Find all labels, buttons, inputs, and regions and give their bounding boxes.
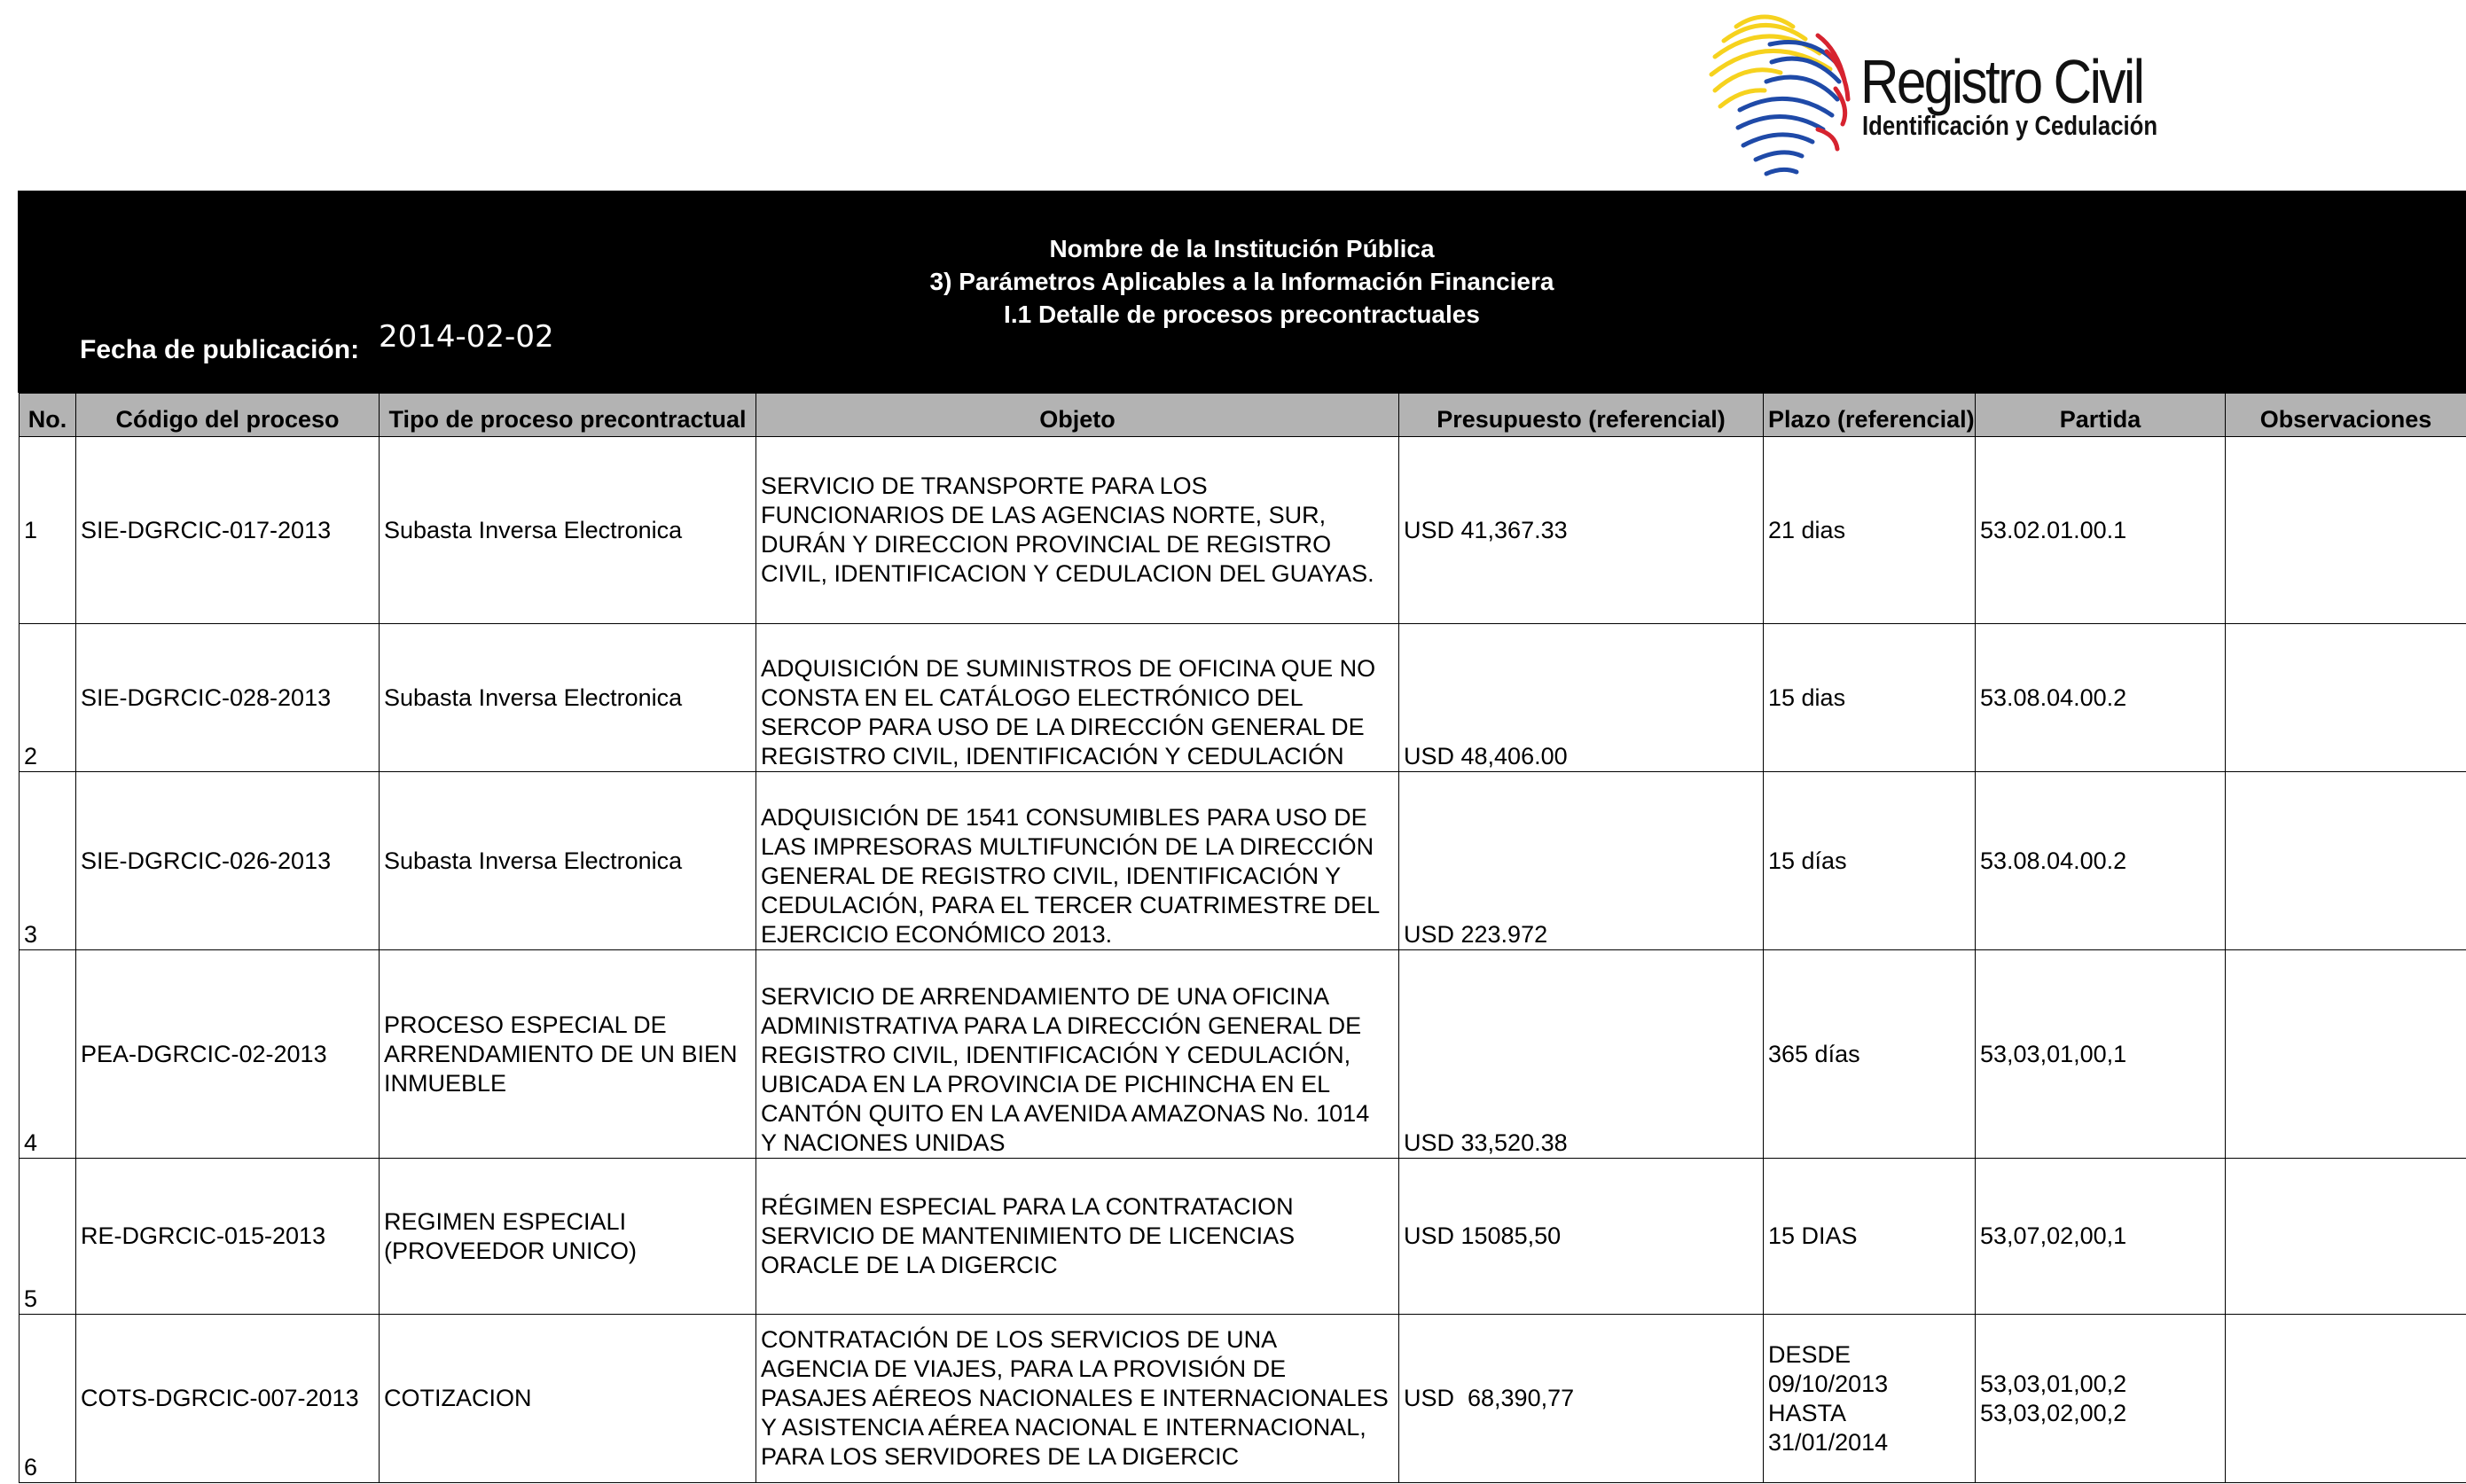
cell-partida-line: 53,03,01,00,2 bbox=[1980, 1370, 2127, 1397]
table-row bbox=[20, 437, 2466, 624]
cell-objeto-line: EJERCICIO ECONÓMICO 2013. bbox=[761, 921, 1113, 948]
col-header-plazo: Plazo (referencial) bbox=[1764, 394, 1976, 437]
cell-plazo-line: 31/01/2014 bbox=[1768, 1428, 1889, 1456]
cell-presupuesto: USD 48,406.00 bbox=[1399, 624, 1764, 772]
cell-objeto bbox=[756, 437, 1399, 624]
cell-partida bbox=[1976, 1315, 2226, 1483]
col-header-observaciones: Observaciones bbox=[2226, 394, 2466, 437]
cell-observaciones bbox=[2226, 950, 2466, 1159]
fingerprint-map-icon bbox=[1685, 0, 1862, 186]
cell-objeto-line: AGENCIA DE VIAJES, PARA LA PROVISIÓN DE bbox=[761, 1355, 1287, 1382]
cell-tipo-line: REGIMEN ESPECIALI bbox=[384, 1207, 627, 1235]
cell-presupuesto: USD 33,520.38 bbox=[1399, 950, 1764, 1159]
cell-codigo: SIE-DGRCIC-017-2013 bbox=[76, 437, 380, 624]
cell-presupuesto: USD 223.972 bbox=[1399, 772, 1764, 950]
cell-plazo-line: DESDE bbox=[1768, 1340, 1851, 1368]
cell-objeto-line: DURÁN Y DIRECCION PROVINCIAL DE REGISTRO bbox=[761, 531, 1332, 558]
cell-objeto-line: SERVICIO DE MANTENIMIENTO DE LICENCIAS bbox=[761, 1222, 1296, 1249]
logo-title: Registro Civil bbox=[1860, 47, 2143, 116]
cell-objeto-line: CANTÓN QUITO EN LA AVENIDA AMAZONAS No. 1014 bbox=[761, 1100, 1370, 1127]
cell-no: 6 bbox=[20, 1315, 76, 1483]
cell-objeto-line: SERVICIO DE TRANSPORTE PARA LOS bbox=[761, 473, 1208, 499]
cell-objeto bbox=[756, 624, 1399, 772]
table-header-row bbox=[20, 394, 2466, 437]
cell-plazo bbox=[1764, 1159, 1976, 1315]
cell-tipo bbox=[380, 950, 756, 1159]
cell-objeto-line: ADQUISICIÓN DE SUMINISTROS DE OFICINA QUE NO bbox=[761, 655, 1376, 682]
col-header-objeto: Objeto bbox=[756, 394, 1399, 437]
cell-plazo-line: HASTA bbox=[1768, 1399, 1847, 1426]
cell-partida-line: 53.08.04.00.2 bbox=[1980, 683, 2127, 711]
cell-objeto-line: CONTRATACIÓN DE LOS SERVICIOS DE UNA bbox=[761, 1326, 1278, 1353]
cell-tipo-line: PROCESO ESPECIAL DE bbox=[384, 1011, 667, 1038]
cell-plazo-line: 15 DIAS bbox=[1768, 1222, 1858, 1249]
cell-objeto-line: GENERAL DE REGISTRO CIVIL, IDENTIFICACIÓN Y bbox=[761, 863, 1342, 889]
table-row bbox=[20, 950, 2466, 1159]
cell-tipo-line: Subasta Inversa Electronica bbox=[384, 683, 683, 711]
cell-objeto-line: REGISTRO CIVIL, IDENTIFICACIÓN Y CEDULACIÓN bbox=[761, 743, 1344, 769]
col-header-tipo: Tipo de proceso precontractual bbox=[380, 394, 756, 437]
cell-tipo bbox=[380, 437, 756, 624]
cell-plazo-line: 09/10/2013 bbox=[1768, 1370, 1889, 1397]
cell-objeto bbox=[756, 772, 1399, 950]
cell-partida bbox=[1976, 1159, 2226, 1315]
cell-objeto-line: UBICADA EN LA PROVINCIA DE PICHINCHA EN EL bbox=[761, 1071, 1331, 1097]
institution-name: Nombre de la Institución Pública bbox=[1049, 235, 1435, 262]
cell-tipo bbox=[380, 1159, 756, 1315]
cell-partida bbox=[1976, 437, 2226, 624]
cell-partida-line: 53,03,01,00,1 bbox=[1980, 1040, 2127, 1067]
cell-objeto-line: SERVICIO DE ARRENDAMIENTO DE UNA OFICINA bbox=[761, 983, 1330, 1010]
cell-tipo-line: INMUEBLE bbox=[384, 1069, 507, 1097]
cell-plazo-line: 15 dias bbox=[1768, 683, 1846, 711]
cell-codigo: SIE-DGRCIC-028-2013 bbox=[76, 624, 380, 772]
cell-presupuesto: USD 68,390,77 bbox=[1399, 1315, 1764, 1483]
cell-objeto-line: ORACLE DE LA DIGERCIC bbox=[761, 1252, 1058, 1278]
cell-no: 5 bbox=[20, 1159, 76, 1315]
registro-civil-logo bbox=[1685, 0, 2181, 186]
cell-codigo: PEA-DGRCIC-02-2013 bbox=[76, 950, 380, 1159]
col-header-presupuesto: Presupuesto (referencial) bbox=[1399, 394, 1764, 437]
col-header-codigo: Código del proceso bbox=[76, 394, 380, 437]
cell-tipo bbox=[380, 1315, 756, 1483]
cell-objeto-line: CEDULACIÓN, PARA EL TERCER CUATRIMESTRE DEL bbox=[761, 892, 1381, 918]
header-banner bbox=[18, 191, 2466, 393]
cell-objeto bbox=[756, 1159, 1399, 1315]
cell-presupuesto: USD 15085,50 bbox=[1399, 1159, 1764, 1315]
cell-codigo: RE-DGRCIC-015-2013 bbox=[76, 1159, 380, 1315]
cell-partida-line: 53,03,02,00,2 bbox=[1980, 1399, 2127, 1426]
col-header-partida: Partida bbox=[1976, 394, 2226, 437]
cell-objeto-line: CIVIL, IDENTIFICACION Y CEDULACION DEL GUAYAS. bbox=[761, 560, 1374, 587]
cell-partida-line: 53.02.01.00.1 bbox=[1980, 516, 2127, 543]
cell-no: 3 bbox=[20, 772, 76, 950]
cell-objeto-line: RÉGIMEN ESPECIAL PARA LA CONTRATACION bbox=[761, 1193, 1294, 1220]
cell-no: 4 bbox=[20, 950, 76, 1159]
cell-objeto-line: LAS IMPRESORAS MULTIFUNCIÓN DE LA DIRECCIÓN bbox=[761, 833, 1374, 860]
cell-objeto-line: PARA LOS SERVIDORES DE LA DIGERCIC bbox=[761, 1443, 1240, 1470]
cell-objeto bbox=[756, 1315, 1399, 1483]
logo-subtitle: Identificación y Cedulación bbox=[1862, 110, 2158, 141]
procesos-table bbox=[19, 393, 2466, 1483]
section-title: 3) Parámetros Aplicables a la Información Financiera bbox=[929, 268, 1554, 295]
cell-plazo bbox=[1764, 437, 1976, 624]
col-header-no: No. bbox=[20, 394, 76, 437]
cell-objeto-line: ADQUISICIÓN DE 1541 CONSUMIBLES PARA USO DE bbox=[761, 804, 1367, 831]
cell-objeto-line: Y ASISTENCIA AÉREA NACIONAL E INTERNACIONAL, bbox=[761, 1414, 1366, 1441]
cell-partida bbox=[1976, 772, 2226, 950]
cell-plazo bbox=[1764, 950, 1976, 1159]
cell-objeto-line: CONSTA EN EL CATÁLOGO ELECTRÓNICO DEL bbox=[761, 684, 1303, 711]
cell-plazo-line: 365 días bbox=[1768, 1040, 1860, 1067]
cell-codigo: SIE-DGRCIC-026-2013 bbox=[76, 772, 380, 950]
cell-plazo-line: 15 días bbox=[1768, 847, 1847, 874]
cell-partida bbox=[1976, 950, 2226, 1159]
cell-observaciones bbox=[2226, 624, 2466, 772]
cell-no: 2 bbox=[20, 624, 76, 772]
cell-codigo: COTS-DGRCIC-007-2013 bbox=[76, 1315, 380, 1483]
cell-tipo-line: (PROVEEDOR UNICO) bbox=[384, 1237, 638, 1264]
cell-tipo-line: Subasta Inversa Electronica bbox=[384, 516, 683, 543]
cell-objeto-line: FUNCIONARIOS DE LAS AGENCIAS NORTE, SUR, bbox=[761, 502, 1327, 528]
cell-plazo bbox=[1764, 772, 1976, 950]
cell-objeto-line: Y NACIONES UNIDAS bbox=[761, 1129, 1006, 1156]
cell-partida-line: 53,07,02,00,1 bbox=[1980, 1222, 2127, 1249]
cell-plazo bbox=[1764, 624, 1976, 772]
cell-tipo-line: ARRENDAMIENTO DE UN BIEN bbox=[384, 1040, 738, 1067]
cell-partida-line: 53.08.04.00.2 bbox=[1980, 847, 2127, 874]
publication-date-label: Fecha de publicación: bbox=[80, 335, 360, 364]
publication-date-value: 2014-02-02 bbox=[379, 319, 554, 355]
cell-plazo-line: 21 dias bbox=[1768, 516, 1846, 543]
table-row bbox=[20, 1315, 2466, 1483]
cell-tipo-line: Subasta Inversa Electronica bbox=[384, 847, 683, 874]
cell-observaciones bbox=[2226, 1159, 2466, 1315]
cell-partida bbox=[1976, 624, 2226, 772]
cell-presupuesto: USD 41,367.33 bbox=[1399, 437, 1764, 624]
cell-observaciones bbox=[2226, 437, 2466, 624]
cell-objeto-line: ADMINISTRATIVA PARA LA DIRECCIÓN GENERAL DE bbox=[761, 1012, 1362, 1039]
subsection-title: I.1 Detalle de procesos precontractuales bbox=[1004, 301, 1480, 328]
cell-tipo bbox=[380, 772, 756, 950]
cell-tipo-line: COTIZACION bbox=[384, 1385, 532, 1411]
table-row bbox=[20, 1159, 2466, 1315]
cell-plazo bbox=[1764, 1315, 1976, 1483]
cell-objeto-line: REGISTRO CIVIL, IDENTIFICACIÓN Y CEDULACIÓN, bbox=[761, 1042, 1351, 1068]
cell-observaciones bbox=[2226, 772, 2466, 950]
cell-objeto-line: PASAJES AÉREOS NACIONALES E INTERNACIONALES bbox=[761, 1385, 1389, 1411]
cell-objeto bbox=[756, 950, 1399, 1159]
cell-observaciones bbox=[2226, 1315, 2466, 1483]
cell-objeto-line: SERCOP PARA USO DE LA DIRECCIÓN GENERAL DE bbox=[761, 714, 1365, 740]
table-row bbox=[20, 624, 2466, 772]
cell-tipo bbox=[380, 624, 756, 772]
table-row bbox=[20, 772, 2466, 950]
cell-no: 1 bbox=[20, 437, 76, 624]
